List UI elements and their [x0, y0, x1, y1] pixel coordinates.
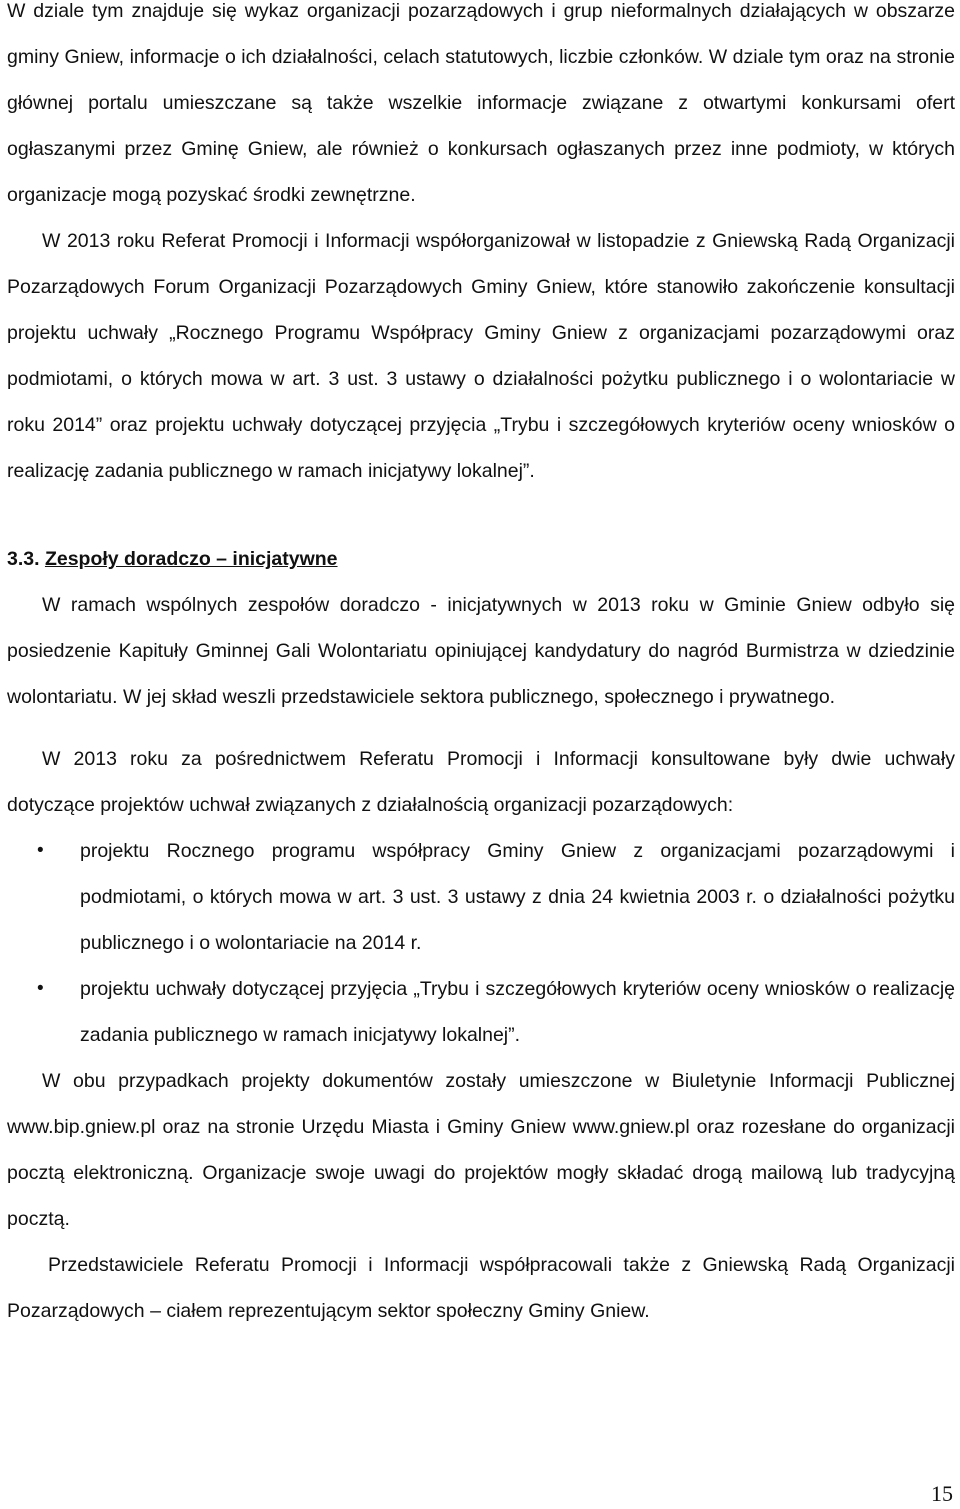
- list-item: [7, 828, 955, 966]
- list-item: [7, 966, 955, 1058]
- document-page: [7, 0, 955, 1334]
- section-number: 3.3.: [7, 548, 40, 570]
- page-number: 15: [931, 1481, 953, 1506]
- paragraph-cooperation: Przedstawiciele Referatu Promocji i Informacji współpracowali także z Gniewską Radą Organizacji Pozarządowych – ciałem reprezentującym sektor społeczny Gminy Gniew.: [7, 1254, 955, 1322]
- consultation-list: [7, 828, 955, 1058]
- list-item-text: projektu Rocznego programu współpracy Gminy Gniew z organizacjami pozarządowymi i podmiotami, o których mowa w art. 3 ust. 3 ustawy z dnia 24 kwietnia 2003 r. o działalności pożytku publicznego i o wolontariacie na 2014 r.: [80, 840, 955, 954]
- paragraph-advisory-teams: W ramach wspólnych zespołów doradczo - inicjatywnych w 2013 roku w Gminie Gniew odbyło się posiedzenie Kapituły Gminnej Gali Wolontariatu opiniującej kandydatury do nagród Burmistrza w dziedzinie wolontariatu. W jej skład weszli przedstawiciele sektora publicznego, społecznego i prywatnego.: [7, 594, 955, 708]
- bullet-icon: •: [37, 840, 44, 861]
- section-title: Zespoły doradczo – inicjatywne: [44, 548, 338, 570]
- paragraph-ngo-forum-2013: W 2013 roku Referat Promocji i Informacji współorganizował w listopadzie z Gniewską Radą Organizacji Pozarządowych Forum Organizacji Pozarządowych Gminy Gniew, które stanowiło zakończenie konsultacji projektu uchwały „Rocznego Programu Współpracy Gminy Gniew z organizacjami pozarządowymi oraz podmiotami, o których mowa w art. 3 ust. 3 ustawy o działalności pożytku publicznego i o wolontariacie w roku 2014” oraz projektu uchwały dotyczącej przyjęcia „Trybu i szczegółowych kryteriów oceny wniosków o realizację zadania publicznego w ramach inicjatywy lokalnej”.: [7, 230, 955, 482]
- paragraph-publication: W obu przypadkach projekty dokumentów zostały umieszczone w Biuletynie Informacji Publicznej www.bip.gniew.pl oraz na stronie Urzędu Miasta i Gminy Gniew www.gniew.pl oraz rozesłane do organizacji pocztą elektroniczną. Organizacje swoje uwagi do projektów mogły składać drogą mailową lub tradycyjną pocztą.: [7, 1070, 955, 1230]
- paragraph-consultations: W 2013 roku za pośrednictwem Referatu Promocji i Informacji konsultowane były dwie uchwały dotyczące projektów uchwał związanych z działalnością organizacji pozarządowych:: [7, 748, 955, 816]
- bullet-icon: •: [37, 978, 44, 999]
- section-heading: [7, 536, 955, 582]
- list-item-text: projektu uchwały dotyczącej przyjęcia „Trybu i szczegółowych kryteriów oceny wniosków o realizację zadania publicznego w ramach inicjatywy lokalnej”.: [80, 978, 955, 1046]
- paragraph-organizations-directory: W dziale tym znajduje się wykaz organizacji pozarządowych i grup nieformalnych działających w obszarze gminy Gniew, informacje o ich działalności, celach statutowych, liczbie członków. W dziale tym oraz na stronie głównej portalu umieszczane są także wszelkie informacje związane z otwartymi konkursami ofert ogłaszanymi przez Gminę Gniew, ale również o konkursach ogłaszanych przez inne podmioty, w których organizacje mogą pozyskać środki zewnętrzne.: [7, 0, 955, 206]
